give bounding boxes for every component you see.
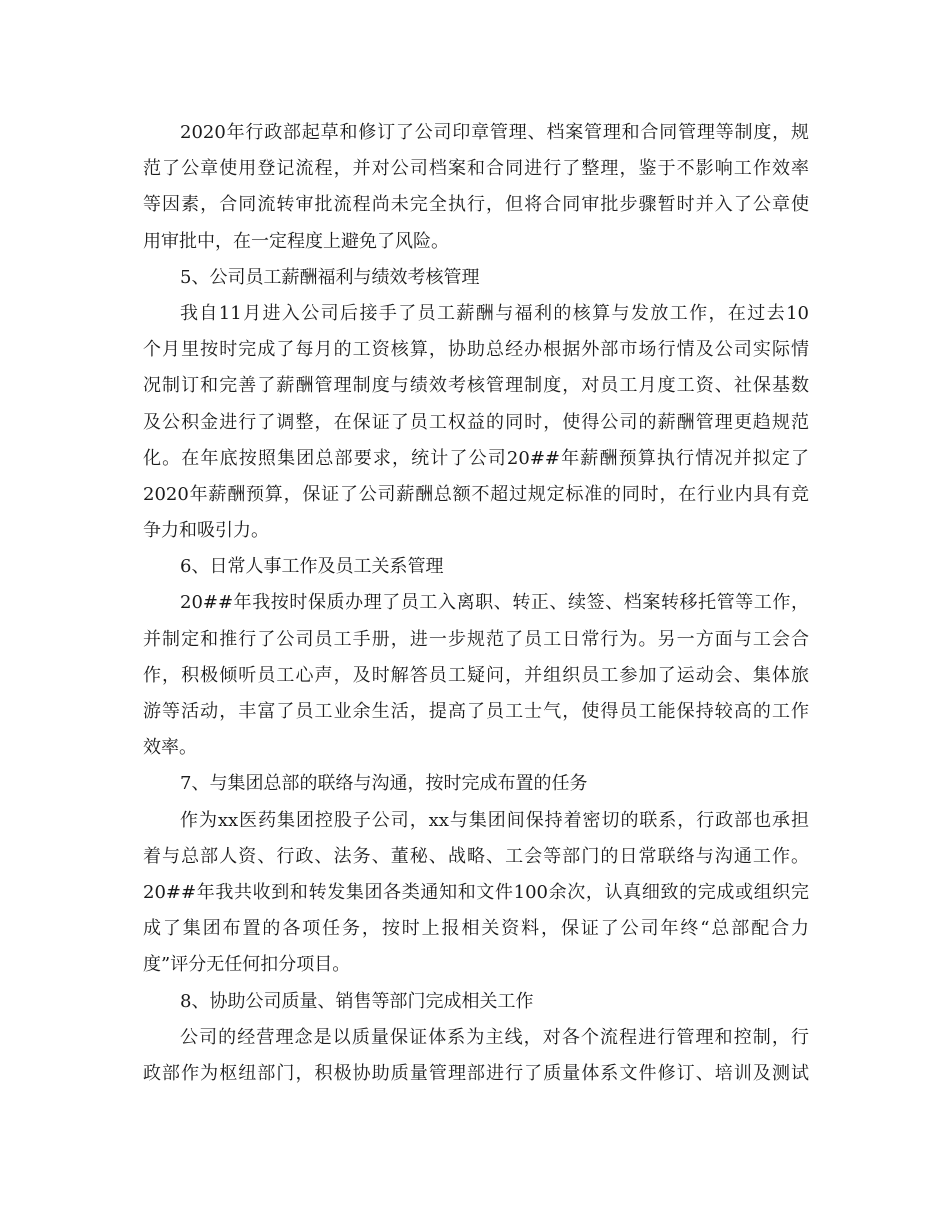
paragraph-line: 20##年我共收到和转发集团各类通知和文件100余次，认真细致的完成或组织完 [143,881,809,903]
paragraph-line: 等因素，合同流转审批流程尚未完全执行，但将合同审批步骤暂时并入了公章使 [143,194,809,216]
paragraph-line: 着与总部人资、行政、法务、董秘、战略、工会等部门的日常联络与沟通工作。 [143,845,809,867]
paragraph-line: 范了公章使用登记流程，并对公司档案和合同进行了整理，鉴于不影响工作效率 [143,158,809,180]
paragraph-line: 用审批中，在一定程度上避免了风险。 [143,230,449,252]
paragraph-line: 20##年我按时保质办理了员工入离职、转正、续签、档案转移托管等工作， [180,592,809,614]
section-heading: 6、日常人事工作及员工关系管理 [180,556,444,578]
paragraph-line: 成了集团布置的各项任务，按时上报相关资料，保证了公司年终“总部配合力 [143,918,809,940]
paragraph-line: 我自11月进入公司后接手了员工薪酬与福利的核算与发放工作，在过去10 [180,302,809,324]
document-body [143,115,809,1092]
paragraph-line: 化。在年底按照集团总部要求，统计了公司20##年薪酬预算执行情况并拟定了 [143,447,809,469]
section-heading: 7、与集团总部的联络与沟通，按时完成布置的任务 [180,773,588,795]
paragraph-line: 作，积极倾听员工心声，及时解答员工疑问，并组织员工参加了运动会、集体旅 [143,664,809,686]
paragraph-line: 政部作为枢纽部门，积极协助质量管理部进行了质量体系文件修订、培训及测试 [143,1062,809,1084]
paragraph-line: 况制订和完善了薪酬管理制度与绩效考核管理制度，对员工月度工资、社保基数 [143,375,809,397]
paragraph-line: 及公积金进行了调整，在保证了员工权益的同时，使得公司的薪酬管理更趋规范 [143,411,809,433]
paragraph-line: 个月里按时完成了每月的工资核算，协助总经办根据外部市场行情及公司实际情 [143,339,809,361]
paragraph-line: 游等活动，丰富了员工业余生活，提高了员工士气，使得员工能保持较高的工作 [143,701,809,722]
paragraph-line: 2020年薪酬预算，保证了公司薪酬总额不超过规定标准的同时，在行业内具有竞 [143,483,809,505]
paragraph-line: 并制定和推行了公司员工手册，进一步规范了员工日常行为。另一方面与工会合 [143,628,809,650]
paragraph-line: 争力和吸引力。 [143,520,269,542]
section-heading: 5、公司员工薪酬福利与绩效考核管理 [180,266,480,288]
paragraph-line: 效率。 [143,737,197,759]
paragraph-line: 作为xx医药集团控股子公司，xx与集团间保持着密切的联系，行政部也承担 [180,809,809,831]
paragraph-line: 公司的经营理念是以质量保证体系为主线，对各个流程进行管理和控制，行 [180,1026,809,1048]
paragraph-line: 2020年行政部起草和修订了公司印章管理、档案管理和合同管理等制度，规 [180,122,809,143]
section-heading: 8、协助公司质量、销售等部门完成相关工作 [180,990,534,1012]
paragraph-line: 度”评分无任何扣分项目。 [143,954,351,976]
